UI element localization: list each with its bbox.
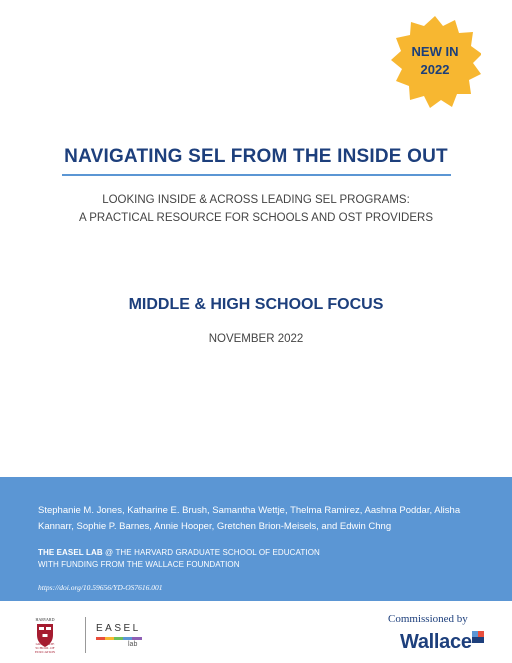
doi-link[interactable]: https://doi.org/10.59656/YD-OS7616.001 <box>38 583 163 592</box>
easel-logo-text: EASEL <box>96 623 141 634</box>
hgse-subtitle: GRADUATE SCHOOL OF EDUCATION <box>34 642 56 654</box>
document-title: NAVIGATING SEL FROM THE INSIDE OUT <box>64 146 448 167</box>
hgse-name: HARVARD <box>35 617 55 622</box>
easel-color-bar-icon <box>96 637 142 640</box>
focus-heading: MIDDLE & HIGH SCHOOL FOCUS <box>128 296 384 313</box>
footer <box>0 601 512 663</box>
new-badge <box>389 16 481 108</box>
wallace-logo: Wallace <box>400 631 472 653</box>
title-underline <box>62 174 451 176</box>
lab-affiliation: @ THE HARVARD GRADUATE SCHOOL OF EDUCATION <box>105 548 320 557</box>
author-band <box>0 477 512 601</box>
publication-date: NOVEMBER 2022 <box>208 333 304 345</box>
subtitle-line-2: A PRACTICAL RESOURCE FOR SCHOOLS AND OST PROVIDERS <box>78 212 434 224</box>
badge-line-2: 2022 <box>420 62 450 77</box>
wallace-flag-icon <box>472 631 484 643</box>
commissioned-by: Commissioned by <box>388 613 468 625</box>
logo-divider <box>85 617 86 653</box>
badge-line-1: NEW IN <box>411 44 459 59</box>
document-subtitle <box>0 191 512 227</box>
lab-credit <box>38 547 478 571</box>
subtitle-line-1: LOOKING INSIDE & ACROSS LEADING SEL PROGRAMS: <box>102 194 410 206</box>
author-list: Stephanie M. Jones, Katharine E. Brush, Samantha Wettje, Thelma Ramirez, Aashna Poddar, Alisha Kannarr, Sophie P. Barnes, Annie Hooper, Gretchen Brion-Meisels, and Edwin Chng <box>38 505 461 532</box>
lab-name: THE EASEL LAB <box>38 548 103 557</box>
funding-credit: WITH FUNDING FROM THE WALLACE FOUNDATION <box>38 560 240 569</box>
easel-lab-word: lab <box>128 641 138 648</box>
